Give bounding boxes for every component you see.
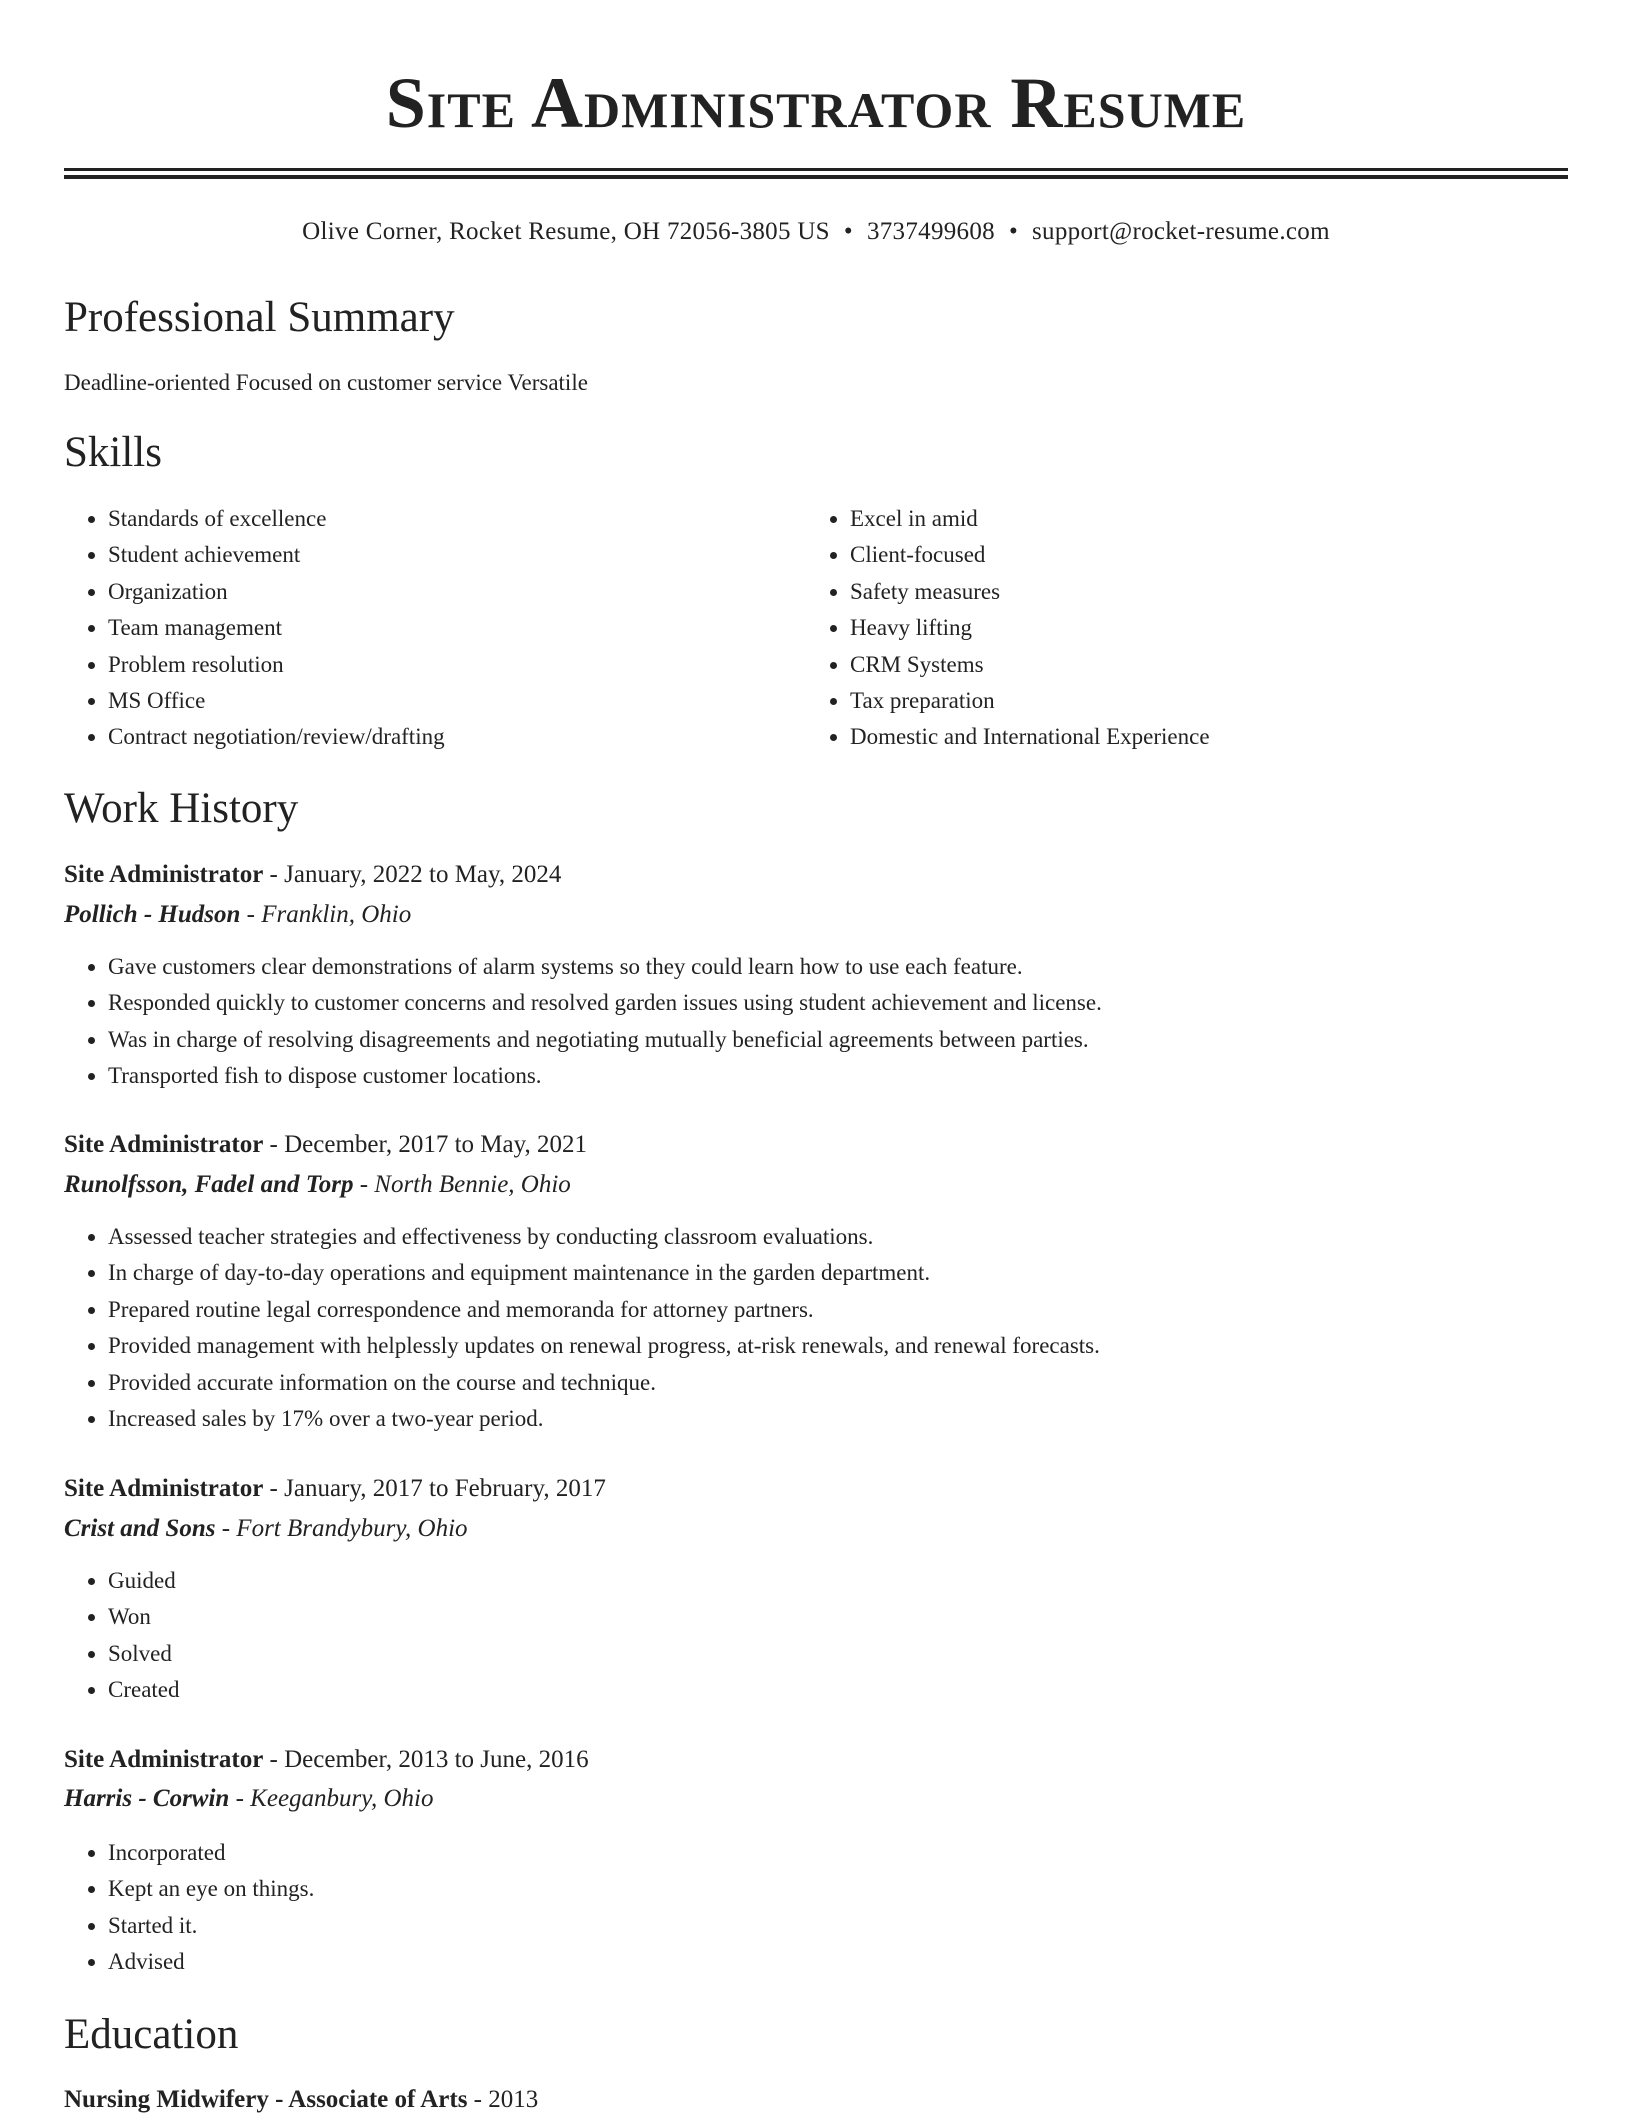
job-bullet: • Won <box>108 1599 180 1635</box>
education-entry: Nursing Midwifery - Associate of Arts - 2013 <box>64 2086 539 2113</box>
skill-item: • Problem resolution <box>108 647 445 683</box>
section-heading-summary: Professional Summary <box>64 294 455 341</box>
skill-item: • Safety measures <box>850 574 1210 610</box>
job-bullet: • Provided accurate information on the course and technique. <box>108 1365 1100 1401</box>
job-bullet: • Prepared routine legal correspondence and memoranda for attorney partners. <box>108 1292 1100 1328</box>
skill-item: • Organization <box>108 574 445 610</box>
job-title: Site Administrator <box>64 1475 264 1502</box>
job-company: Crist and Sons <box>64 1515 216 1542</box>
job-dates: January, 2017 to February, 2017 <box>284 1475 606 1502</box>
skill-item: • Domestic and International Experience <box>850 719 1210 755</box>
section-heading-skills: Skills <box>64 429 162 476</box>
job-bullets <box>64 1835 314 1981</box>
job-title: Site Administrator <box>64 1131 264 1158</box>
job-title-line: Site Administrator - January, 2017 to February, 2017 <box>64 1475 606 1502</box>
skill-item: • Team management <box>108 610 445 646</box>
job-title-line: Site Administrator - December, 2017 to May, 2021 <box>64 1131 587 1158</box>
job-bullet: • Advised <box>108 1944 314 1980</box>
skill-item: • Tax preparation <box>850 683 1210 719</box>
title-divider-bottom <box>64 175 1568 179</box>
title-divider-top <box>64 168 1568 171</box>
skills-list-left <box>64 501 445 756</box>
job-bullets <box>64 949 1102 1095</box>
job-company: Runolfsson, Fadel and Torp <box>64 1171 354 1198</box>
job-company-line: Harris - Corwin - Keeganbury, Ohio <box>64 1785 434 1812</box>
contact-separator: • <box>843 218 853 245</box>
job-bullet: • In charge of day-to-day operations and equipment maintenance in the garden department. <box>108 1255 1100 1291</box>
skill-item: • Client-focused <box>850 537 1210 573</box>
job-bullet: • Kept an eye on things. <box>108 1871 314 1907</box>
job-location: North Bennie, Ohio <box>374 1171 571 1198</box>
section-heading-work-history: Work History <box>64 785 299 832</box>
job-bullet: • Solved <box>108 1636 180 1672</box>
job-bullet: • Gave customers clear demonstrations of alarm systems so they could learn how to use each feature. <box>108 949 1102 985</box>
contact-address: Olive Corner, Rocket Resume, OH 72056-3805 US <box>302 218 830 245</box>
job-title: Site Administrator <box>64 1746 264 1773</box>
job-bullet: • Responded quickly to customer concerns and resolved garden issues using student achievement and license. <box>108 985 1102 1021</box>
job-company-line: Crist and Sons - Fort Brandybury, Ohio <box>64 1515 468 1542</box>
job-location: Keeganbury, Ohio <box>250 1785 434 1812</box>
job-bullet: • Provided management with helplessly updates on renewal progress, at-risk renewals, and renewal forecasts. <box>108 1328 1100 1364</box>
education-degree: Nursing Midwifery - Associate of Arts <box>64 2086 468 2113</box>
contact-phone: 3737499608 <box>866 218 995 245</box>
contact-email: support@rocket-resume.com <box>1032 218 1330 245</box>
job-bullet: • Started it. <box>108 1908 314 1944</box>
job-location: Franklin, Ohio <box>261 901 412 928</box>
job-company: Harris - Corwin <box>64 1785 230 1812</box>
skill-item: • Student achievement <box>108 537 445 573</box>
skill-item: • Contract negotiation/review/drafting <box>108 719 445 755</box>
resume-title: Site Administrator Resume <box>385 63 1247 143</box>
job-bullet: • Assessed teacher strategies and effectiveness by conducting classroom evaluations. <box>108 1219 1100 1255</box>
skill-item: • Heavy lifting <box>850 610 1210 646</box>
job-title-line: Site Administrator - January, 2022 to May, 2024 <box>64 861 562 888</box>
job-bullet: • Transported fish to dispose customer locations. <box>108 1058 1102 1094</box>
job-bullet: • Was in charge of resolving disagreements and negotiating mutually beneficial agreements between parties. <box>108 1022 1102 1058</box>
section-heading-education: Education <box>64 2011 239 2058</box>
job-title-line: Site Administrator - December, 2013 to June, 2016 <box>64 1746 589 1773</box>
job-dates: January, 2022 to May, 2024 <box>284 861 562 888</box>
job-bullet: • Incorporated <box>108 1835 314 1871</box>
contact-separator: • <box>1008 218 1019 245</box>
job-title: Site Administrator <box>64 861 264 888</box>
job-bullet: • Created <box>108 1672 180 1708</box>
skill-item: • CRM Systems <box>850 647 1210 683</box>
job-company: Pollich - Hudson <box>64 901 241 928</box>
skill-item: • Excel in amid <box>850 501 1210 537</box>
job-dates: December, 2017 to May, 2021 <box>284 1131 587 1158</box>
job-bullets <box>64 1219 1100 1437</box>
job-bullet: • Guided <box>108 1563 180 1599</box>
contact-line <box>0 214 1632 250</box>
job-company-line: Pollich - Hudson - Franklin, Ohio <box>64 901 412 928</box>
job-company-line: Runolfsson, Fadel and Torp - North Bennie, Ohio <box>64 1171 571 1198</box>
job-bullet: • Increased sales by 17% over a two-year period. <box>108 1401 1100 1437</box>
skills-list-right <box>806 501 1210 756</box>
summary-text: Deadline-oriented Focused on customer service Versatile <box>64 370 588 395</box>
job-location: Fort Brandybury, Ohio <box>236 1515 468 1542</box>
job-bullets <box>64 1563 180 1709</box>
skill-item: • Standards of excellence <box>108 501 445 537</box>
education-year: 2013 <box>488 2086 539 2113</box>
job-dates: December, 2013 to June, 2016 <box>284 1746 589 1773</box>
skill-item: • MS Office <box>108 683 445 719</box>
